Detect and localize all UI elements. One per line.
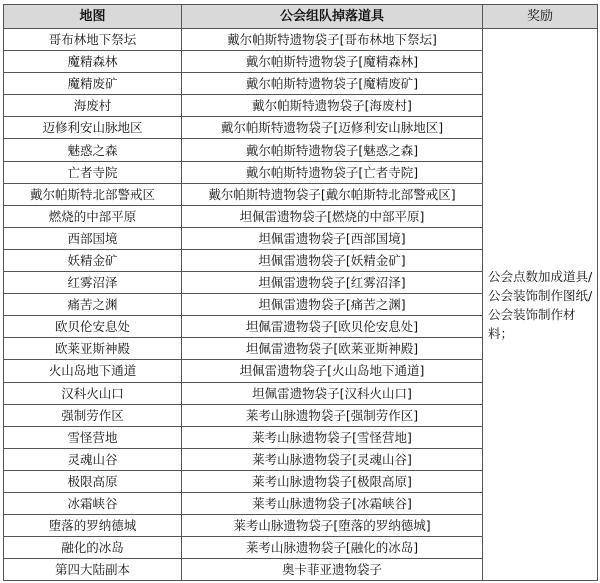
map-cell: 灵魂山谷 xyxy=(4,448,182,470)
table-body xyxy=(4,29,598,581)
drop-item-cell: 莱考山脉遗物袋子[强制劳作区] xyxy=(182,404,483,426)
map-cell: 燃烧的中部平原 xyxy=(4,205,182,227)
map-cell: 魔精森林 xyxy=(4,51,182,73)
map-cell: 痛苦之渊 xyxy=(4,294,182,316)
map-cell: 亡者寺院 xyxy=(4,161,182,183)
map-cell: 迈修利安山脉地区 xyxy=(4,117,182,139)
map-cell: 强制劳作区 xyxy=(4,404,182,426)
header-map: 地图 xyxy=(4,5,182,29)
drop-item-cell: 坦佩雷遗物袋子[火山岛地下通道] xyxy=(182,360,483,382)
map-cell: 妖精金矿 xyxy=(4,249,182,271)
map-cell: 西部国境 xyxy=(4,227,182,249)
header-drop: 公会组队掉落道具 xyxy=(182,5,483,29)
reward-cell: 公会点数加成道具/公会装饰制作图纸/公会装饰制作材料； xyxy=(483,29,598,581)
drop-item-cell: 戴尔帕斯特遗物袋子[魔精废矿] xyxy=(182,73,483,95)
drop-item-cell: 戴尔帕斯特遗物袋子[迈修利安山脉地区] xyxy=(182,117,483,139)
map-cell: 海废村 xyxy=(4,95,182,117)
map-cell: 火山岛地下通道 xyxy=(4,360,182,382)
map-cell: 冰霜峡谷 xyxy=(4,492,182,514)
drop-item-cell: 戴尔帕斯特遗物袋子[哥布林地下祭坛] xyxy=(182,29,483,51)
header-row xyxy=(4,5,598,29)
map-cell: 魔精废矿 xyxy=(4,73,182,95)
drop-item-cell: 坦佩雷遗物袋子[红雾沼泽] xyxy=(182,272,483,294)
map-cell: 雪怪营地 xyxy=(4,426,182,448)
drop-item-cell: 奥卡菲亚遗物袋子 xyxy=(182,559,483,581)
map-cell: 哥布林地下祭坛 xyxy=(4,29,182,51)
map-cell: 汉科火山口 xyxy=(4,382,182,404)
drop-item-cell: 戴尔帕斯特遗物袋子[亡者寺院] xyxy=(182,161,483,183)
header-reward: 奖励 xyxy=(483,5,598,29)
drop-item-cell: 坦佩雷遗物袋子[汉科火山口] xyxy=(182,382,483,404)
drop-item-cell: 戴尔帕斯特遗物袋子[魔精森林] xyxy=(182,51,483,73)
map-cell: 融化的冰岛 xyxy=(4,537,182,559)
map-cell: 红雾沼泽 xyxy=(4,272,182,294)
drop-item-cell: 莱考山脉遗物袋子[雪怪营地] xyxy=(182,426,483,448)
drop-item-cell: 莱考山脉遗物袋子[极限高原] xyxy=(182,470,483,492)
guild-drop-table xyxy=(3,4,598,581)
drop-item-cell: 戴尔帕斯特遗物袋子[戴尔帕斯特北部警戒区] xyxy=(182,183,483,205)
map-cell: 欧贝伦安息处 xyxy=(4,316,182,338)
map-cell: 堕落的罗纳德城 xyxy=(4,515,182,537)
drop-item-cell: 戴尔帕斯特遗物袋子[魅惑之森] xyxy=(182,139,483,161)
drop-item-cell: 莱考山脉遗物袋子[冰霜峡谷] xyxy=(182,492,483,514)
drop-item-cell: 坦佩雷遗物袋子[燃烧的中部平原] xyxy=(182,205,483,227)
map-cell: 第四大陆副本 xyxy=(4,559,182,581)
drop-item-cell: 莱考山脉遗物袋子[灵魂山谷] xyxy=(182,448,483,470)
drop-item-cell: 坦佩雷遗物袋子[欧贝伦安息处] xyxy=(182,316,483,338)
drop-item-cell: 坦佩雷遗物袋子[痛苦之渊] xyxy=(182,294,483,316)
map-cell: 欧莱亚斯神殿 xyxy=(4,338,182,360)
drop-item-cell: 坦佩雷遗物袋子[欧莱亚斯神殿] xyxy=(182,338,483,360)
drop-item-cell: 莱考山脉遗物袋子[融化的冰岛] xyxy=(182,537,483,559)
map-cell: 魅惑之森 xyxy=(4,139,182,161)
table-row xyxy=(4,29,598,51)
drop-item-cell: 莱考山脉遗物袋子[堕落的罗纳德城] xyxy=(182,515,483,537)
drop-table-container xyxy=(3,4,598,581)
drop-item-cell: 戴尔帕斯特遗物袋子[海废村] xyxy=(182,95,483,117)
drop-item-cell: 坦佩雷遗物袋子[妖精金矿] xyxy=(182,249,483,271)
map-cell: 极限高原 xyxy=(4,470,182,492)
map-cell: 戴尔帕斯特北部警戒区 xyxy=(4,183,182,205)
drop-item-cell: 坦佩雷遗物袋子[西部国境] xyxy=(182,227,483,249)
